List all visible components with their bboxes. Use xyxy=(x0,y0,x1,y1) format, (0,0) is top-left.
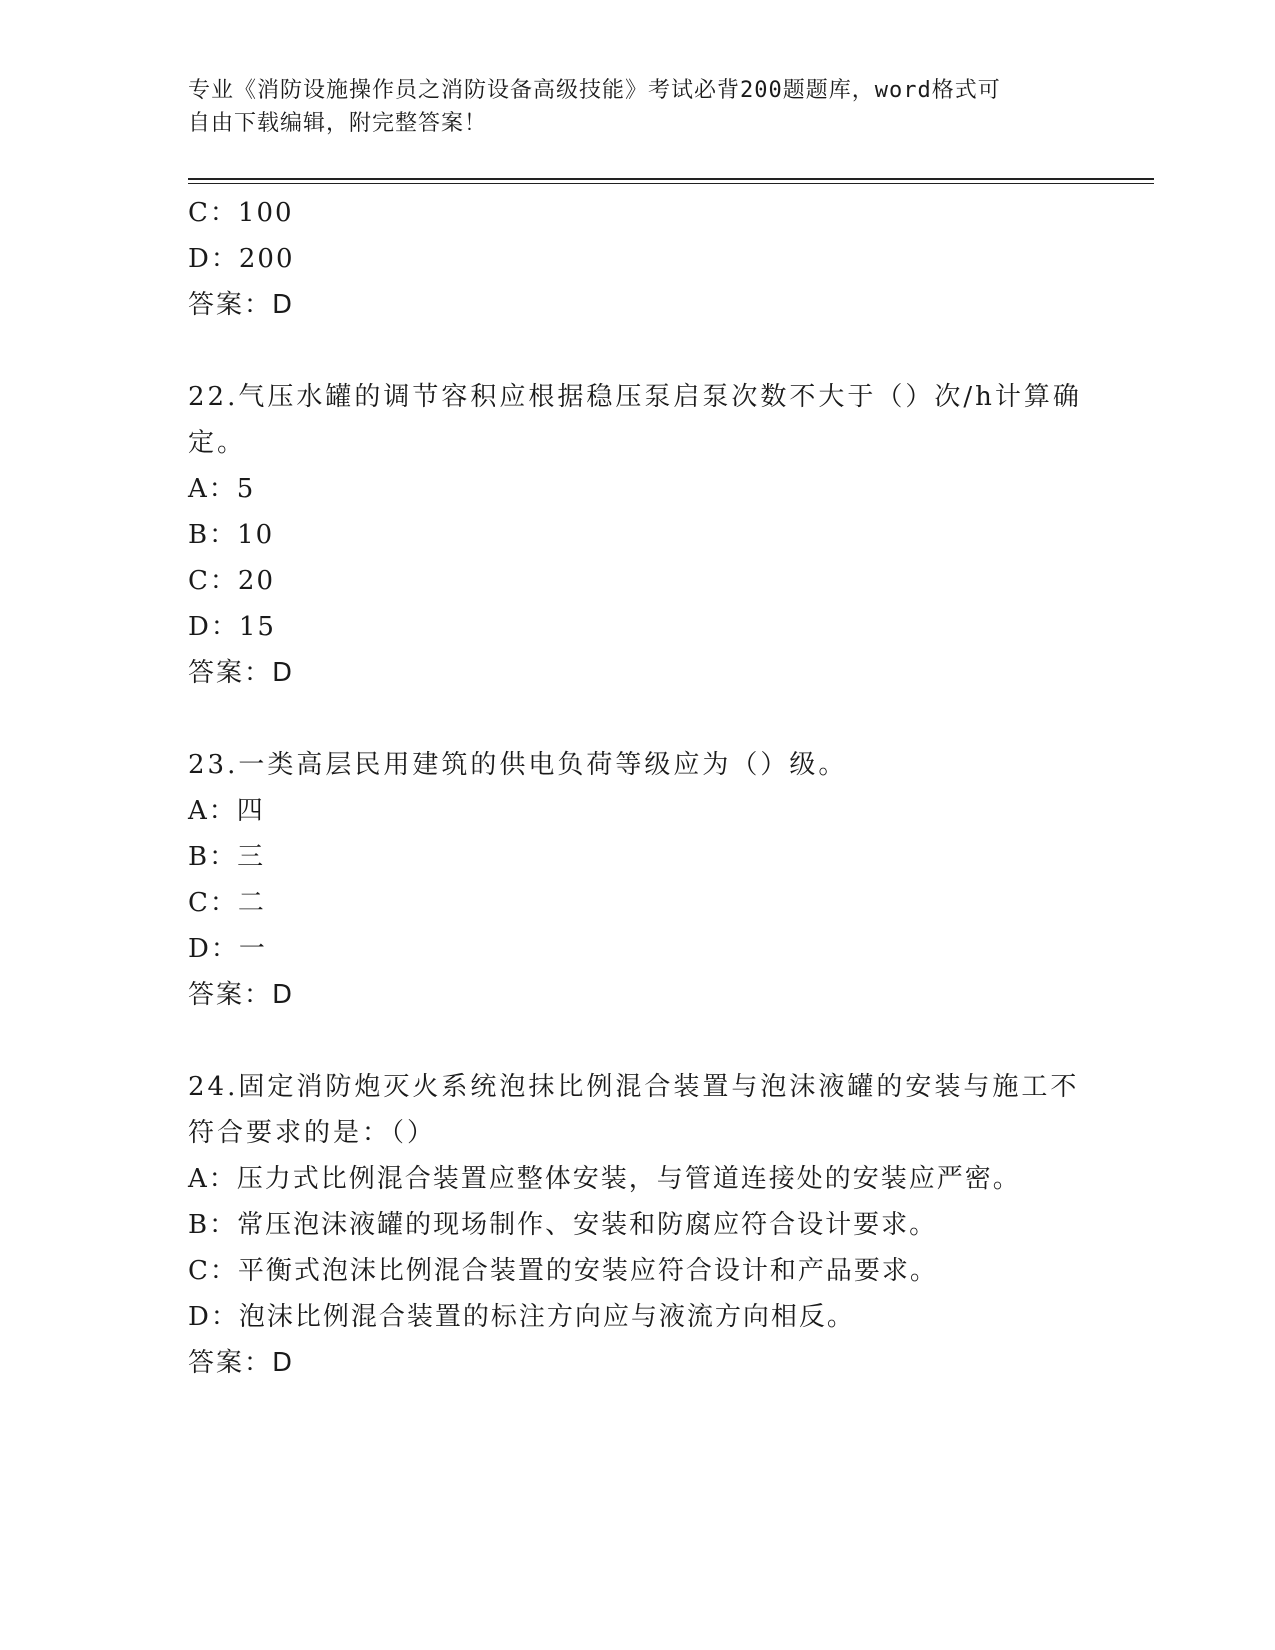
header-rule-thick xyxy=(188,178,1154,180)
option-d: D：15 xyxy=(188,612,276,642)
header-line-2: 自由下载编辑，附完整答案！ xyxy=(188,111,488,136)
question-21-continued xyxy=(188,190,1088,328)
option-a: A：压力式比例混合装置应整体安装，与管道连接处的安装应严密。 xyxy=(188,1164,1021,1194)
question-stem: 22.气压水罐的调节容积应根据稳压泵启泵次数不大于（）次/h计算确定。 xyxy=(188,382,1082,458)
question-24 xyxy=(188,1064,1088,1386)
option-d: D：200 xyxy=(188,244,295,274)
option-c: C：平衡式泡沫比例混合装置的安装应符合设计和产品要求。 xyxy=(188,1256,938,1286)
option-b: B：三 xyxy=(188,842,266,872)
option-d: D：泡沫比例混合装置的标注方向应与液流方向相反。 xyxy=(188,1302,855,1332)
option-b: B：10 xyxy=(188,520,275,550)
question-stem: 23.一类高层民用建筑的供电负荷等级应为（）级。 xyxy=(188,750,848,780)
option-a: A：四 xyxy=(188,796,265,826)
answer: 答案：D xyxy=(188,290,295,320)
option-a: A：5 xyxy=(188,474,256,504)
question-stem: 24.固定消防炮灭火系统泡抹比例混合装置与泡沫液罐的安装与施工不符合要求的是：（） xyxy=(188,1072,1080,1148)
question-22 xyxy=(188,374,1088,696)
question-23 xyxy=(188,742,1088,1018)
option-c: C：20 xyxy=(188,566,275,596)
option-b: B：常压泡沫液罐的现场制作、安装和防腐应符合设计要求。 xyxy=(188,1210,938,1240)
option-c: C：二 xyxy=(188,888,266,918)
document-header xyxy=(188,74,1068,140)
answer: 答案：D xyxy=(188,1348,295,1378)
answer: 答案：D xyxy=(188,658,295,688)
answer: 答案：D xyxy=(188,980,295,1010)
header-rule-thin xyxy=(188,183,1154,184)
option-c: C：100 xyxy=(188,198,294,228)
question-content xyxy=(188,190,1088,1386)
option-d: D：一 xyxy=(188,934,267,964)
header-line-1: 专业《消防设施操作员之消防设备高级技能》考试必背200题题库，word格式可 xyxy=(188,78,1001,103)
